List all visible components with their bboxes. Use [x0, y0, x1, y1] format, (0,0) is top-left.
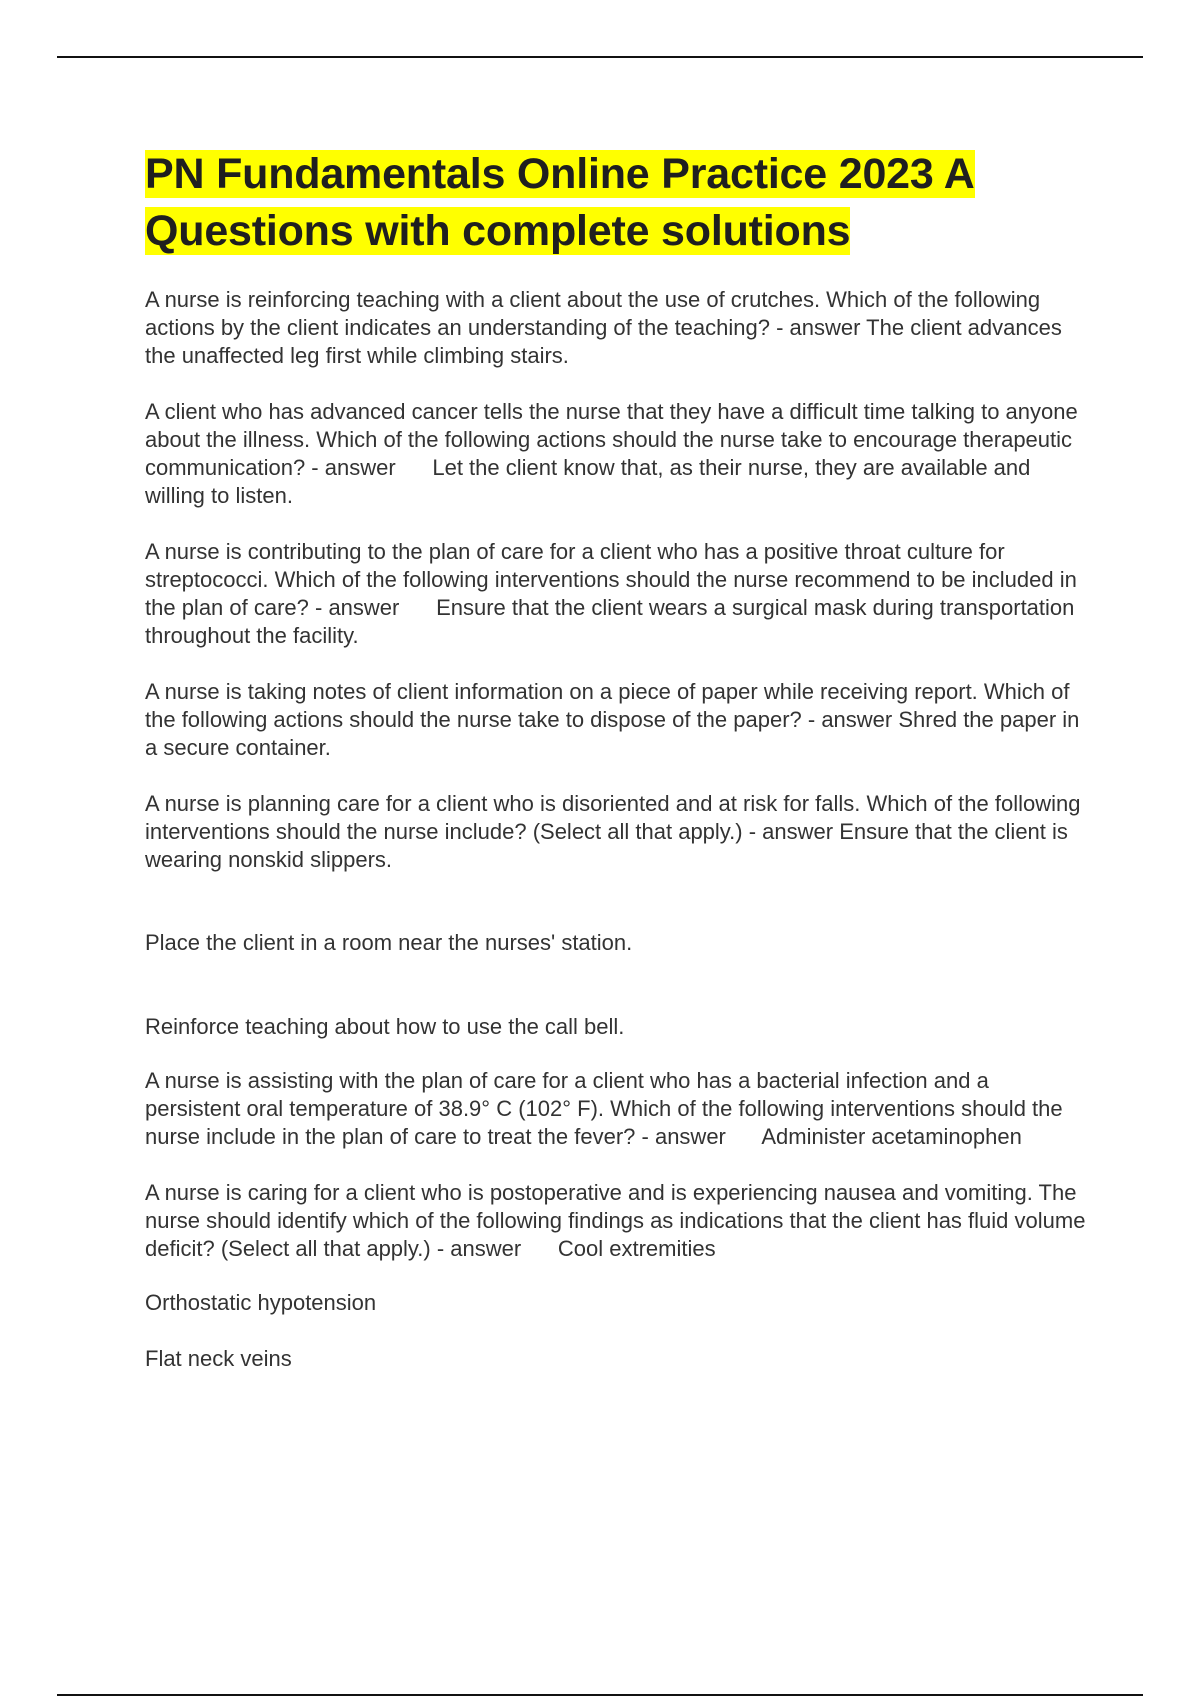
- extra-answer: Orthostatic hypotension: [145, 1290, 377, 1315]
- extra-answer: Place the client in a room near the nurses' station.: [145, 930, 633, 955]
- bottom-rule: [57, 1694, 1143, 1696]
- title-line-1: PN Fundamentals Online Practice 2023 A: [145, 150, 975, 198]
- title-line-2: Questions with complete solutions: [145, 207, 851, 255]
- question-text: A nurse is contributing to the plan of care for a client who has a positive throat culture for streptococci. Which of the following interventions should the nurse recommend to be included in the plan of care? - answer: [145, 539, 1077, 620]
- question-text: A nurse is assisting with the plan of care for a client who has a bacterial infection and a persistent oral temperature of 38.9° C (102° F). Which of the following interventions should the nurse include in the plan of care to treat the fever? - answer: [145, 1068, 1063, 1149]
- answer-text: Ensure that the client wears a surgical mask during transportation throughout the facility.: [145, 595, 1075, 648]
- qa-item-2: [145, 398, 1090, 510]
- top-rule: [57, 56, 1143, 58]
- document-title: [145, 146, 1090, 260]
- question-text: A nurse is taking notes of client information on a piece of paper while receiving report. Which of the following actions should the nurse take to dispose of the paper? - answer: [145, 679, 1070, 732]
- extra-answer: Reinforce teaching about how to use the call bell.: [145, 1014, 625, 1039]
- qa-item-7: [145, 1179, 1090, 1263]
- answer-text: Let the client know that, as their nurse, they are available and willing to listen.: [145, 455, 1031, 508]
- answer-text: Shred the paper in a secure container.: [145, 707, 1080, 760]
- qa-item-3: [145, 538, 1090, 650]
- answer-text: Administer acetaminophen: [761, 1124, 1022, 1149]
- qa-item-1: [145, 286, 1090, 370]
- answer-text: The client advances the unaffected leg first while climbing stairs.: [145, 315, 1062, 368]
- question-text: A nurse is reinforcing teaching with a client about the use of crutches. Which of the following actions by the client indicates an understanding of the teaching? - answer: [145, 287, 1041, 340]
- qa-item-5: [145, 790, 1090, 874]
- question-text: A nurse is planning care for a client who is disoriented and at risk for falls. Which of the following interventions should the nurse include? (Select all that apply.) - answer: [145, 791, 1081, 844]
- question-text: A nurse is caring for a client who is postoperative and is experiencing nausea and vomiting. The nurse should identify which of the following findings as indications that the client has fluid volume deficit? (Select all that apply.) - answer: [145, 1180, 1086, 1261]
- qa-item-4: [145, 678, 1090, 762]
- answer-text: Cool extremities: [557, 1236, 716, 1261]
- answer-text: Ensure that the client is wearing nonskid slippers.: [145, 819, 1068, 872]
- question-text: A client who has advanced cancer tells the nurse that they have a difficult time talking to anyone about the illness. Which of the following actions should the nurse take to encourage therapeutic communication? - answer: [145, 399, 1078, 480]
- document-body: [145, 146, 1090, 1373]
- qa-item-6: [145, 1067, 1090, 1151]
- extra-answer: Flat neck veins: [145, 1346, 292, 1371]
